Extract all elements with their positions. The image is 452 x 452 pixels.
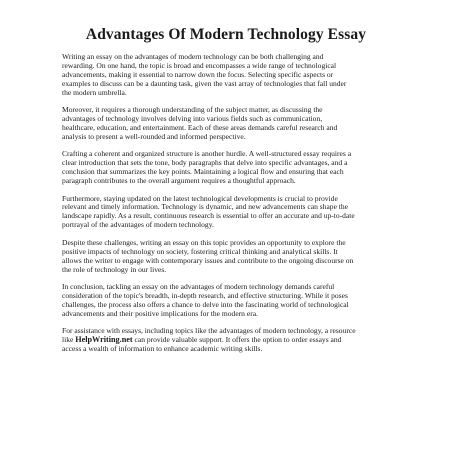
- text-line: the modern umbrella.: [62, 87, 127, 97]
- text-fragment: like: [62, 335, 76, 345]
- text-line: challenges, the process also offers a chance to delve into the fascinating world of technological: [62, 299, 349, 309]
- paragraph-intro: [62, 53, 397, 98]
- text-line: Furthermore, staying updated on the latest technological developments is crucial to provide: [62, 193, 338, 203]
- text-line: access a wealth of information to enhance academic writing skills.: [62, 344, 263, 354]
- paragraph-updates: [62, 195, 397, 231]
- text-line: paragraph contributes to the overall argument requires a thoughtful approach.: [62, 176, 296, 186]
- text-line: examples to discuss can be a daunting task, given the vast array of technologies that fall under: [62, 78, 347, 88]
- text-line: relevant and timely information. Technology is dynamic, and new advancements can shape the: [62, 202, 349, 212]
- text-line: consideration of the topic's breadth, in-depth research, and effective structuring. While it poses: [62, 290, 348, 300]
- text-line: landscape rapidly. As a result, continuous research is essential to offer an accurate and up-to-date: [62, 211, 355, 221]
- text-line: analysis to present a well-rounded and informed perspective.: [62, 131, 246, 141]
- text-line: Despite these challenges, writing an essay on this topic provides an opportunity to explore the: [62, 237, 346, 247]
- text-line: Moreover, it requires a thorough understanding of the subject matter, as discussing the: [62, 105, 323, 115]
- text-fragment: can provide valuable support. It offers the option to order essays and: [132, 335, 342, 345]
- text-line: advantages of technology involves delving into various fields such as communication,: [62, 114, 323, 124]
- paragraph-understanding: [62, 106, 397, 142]
- text-line: Crafting a coherent and organized structure is another hurdle. A well-structured essay requires a: [62, 149, 352, 159]
- text-line: advancements, making it essential to narrow down the focus. Selecting specific aspects or: [62, 69, 334, 79]
- document-title: Advantages Of Modern Technology Essay: [85, 26, 367, 43]
- paragraph-structure: [62, 150, 397, 186]
- document-body: [62, 53, 397, 363]
- text-line: For assistance with essays, including topics like the advantages of modern technology, a resource: [62, 326, 356, 336]
- text-line: portrayal of the advantages of modern technology.: [62, 220, 214, 230]
- text-line: clear introduction that sets the tone, body paragraphs that delve into specific advantages, and a: [62, 158, 348, 168]
- text-line: Writing an essay on the advantages of modern technology can be both challenging and: [62, 52, 324, 61]
- text-line: positive impacts of technology on society, fostering critical thinking and analytical skills. It: [62, 246, 338, 256]
- paragraph-opportunity: [62, 239, 397, 275]
- text-line: healthcare, education, and entertainment. Each of these areas demands careful research and: [62, 122, 338, 132]
- text-line: allows the writer to engage with contemporary issues and contribute to the ongoing discourse on: [62, 255, 354, 265]
- text-line: conclusion that summarizes the key points. Maintaining a logical flow and ensuring that each: [62, 167, 344, 177]
- helpwriting-link: HelpWriting.net: [75, 335, 133, 345]
- paragraph-assistance: [62, 327, 397, 354]
- paragraph-conclusion: [62, 283, 397, 319]
- text-line: advancements and their positive implications for the modern era.: [62, 308, 258, 318]
- text-line: In conclusion, tackling an essay on the advantages of modern technology demands careful: [62, 282, 335, 291]
- text-line: the role of technology in our lives.: [62, 264, 167, 274]
- text-line: rewarding. On one hand, the topic is broad and encompasses a wide range of technological: [62, 60, 337, 70]
